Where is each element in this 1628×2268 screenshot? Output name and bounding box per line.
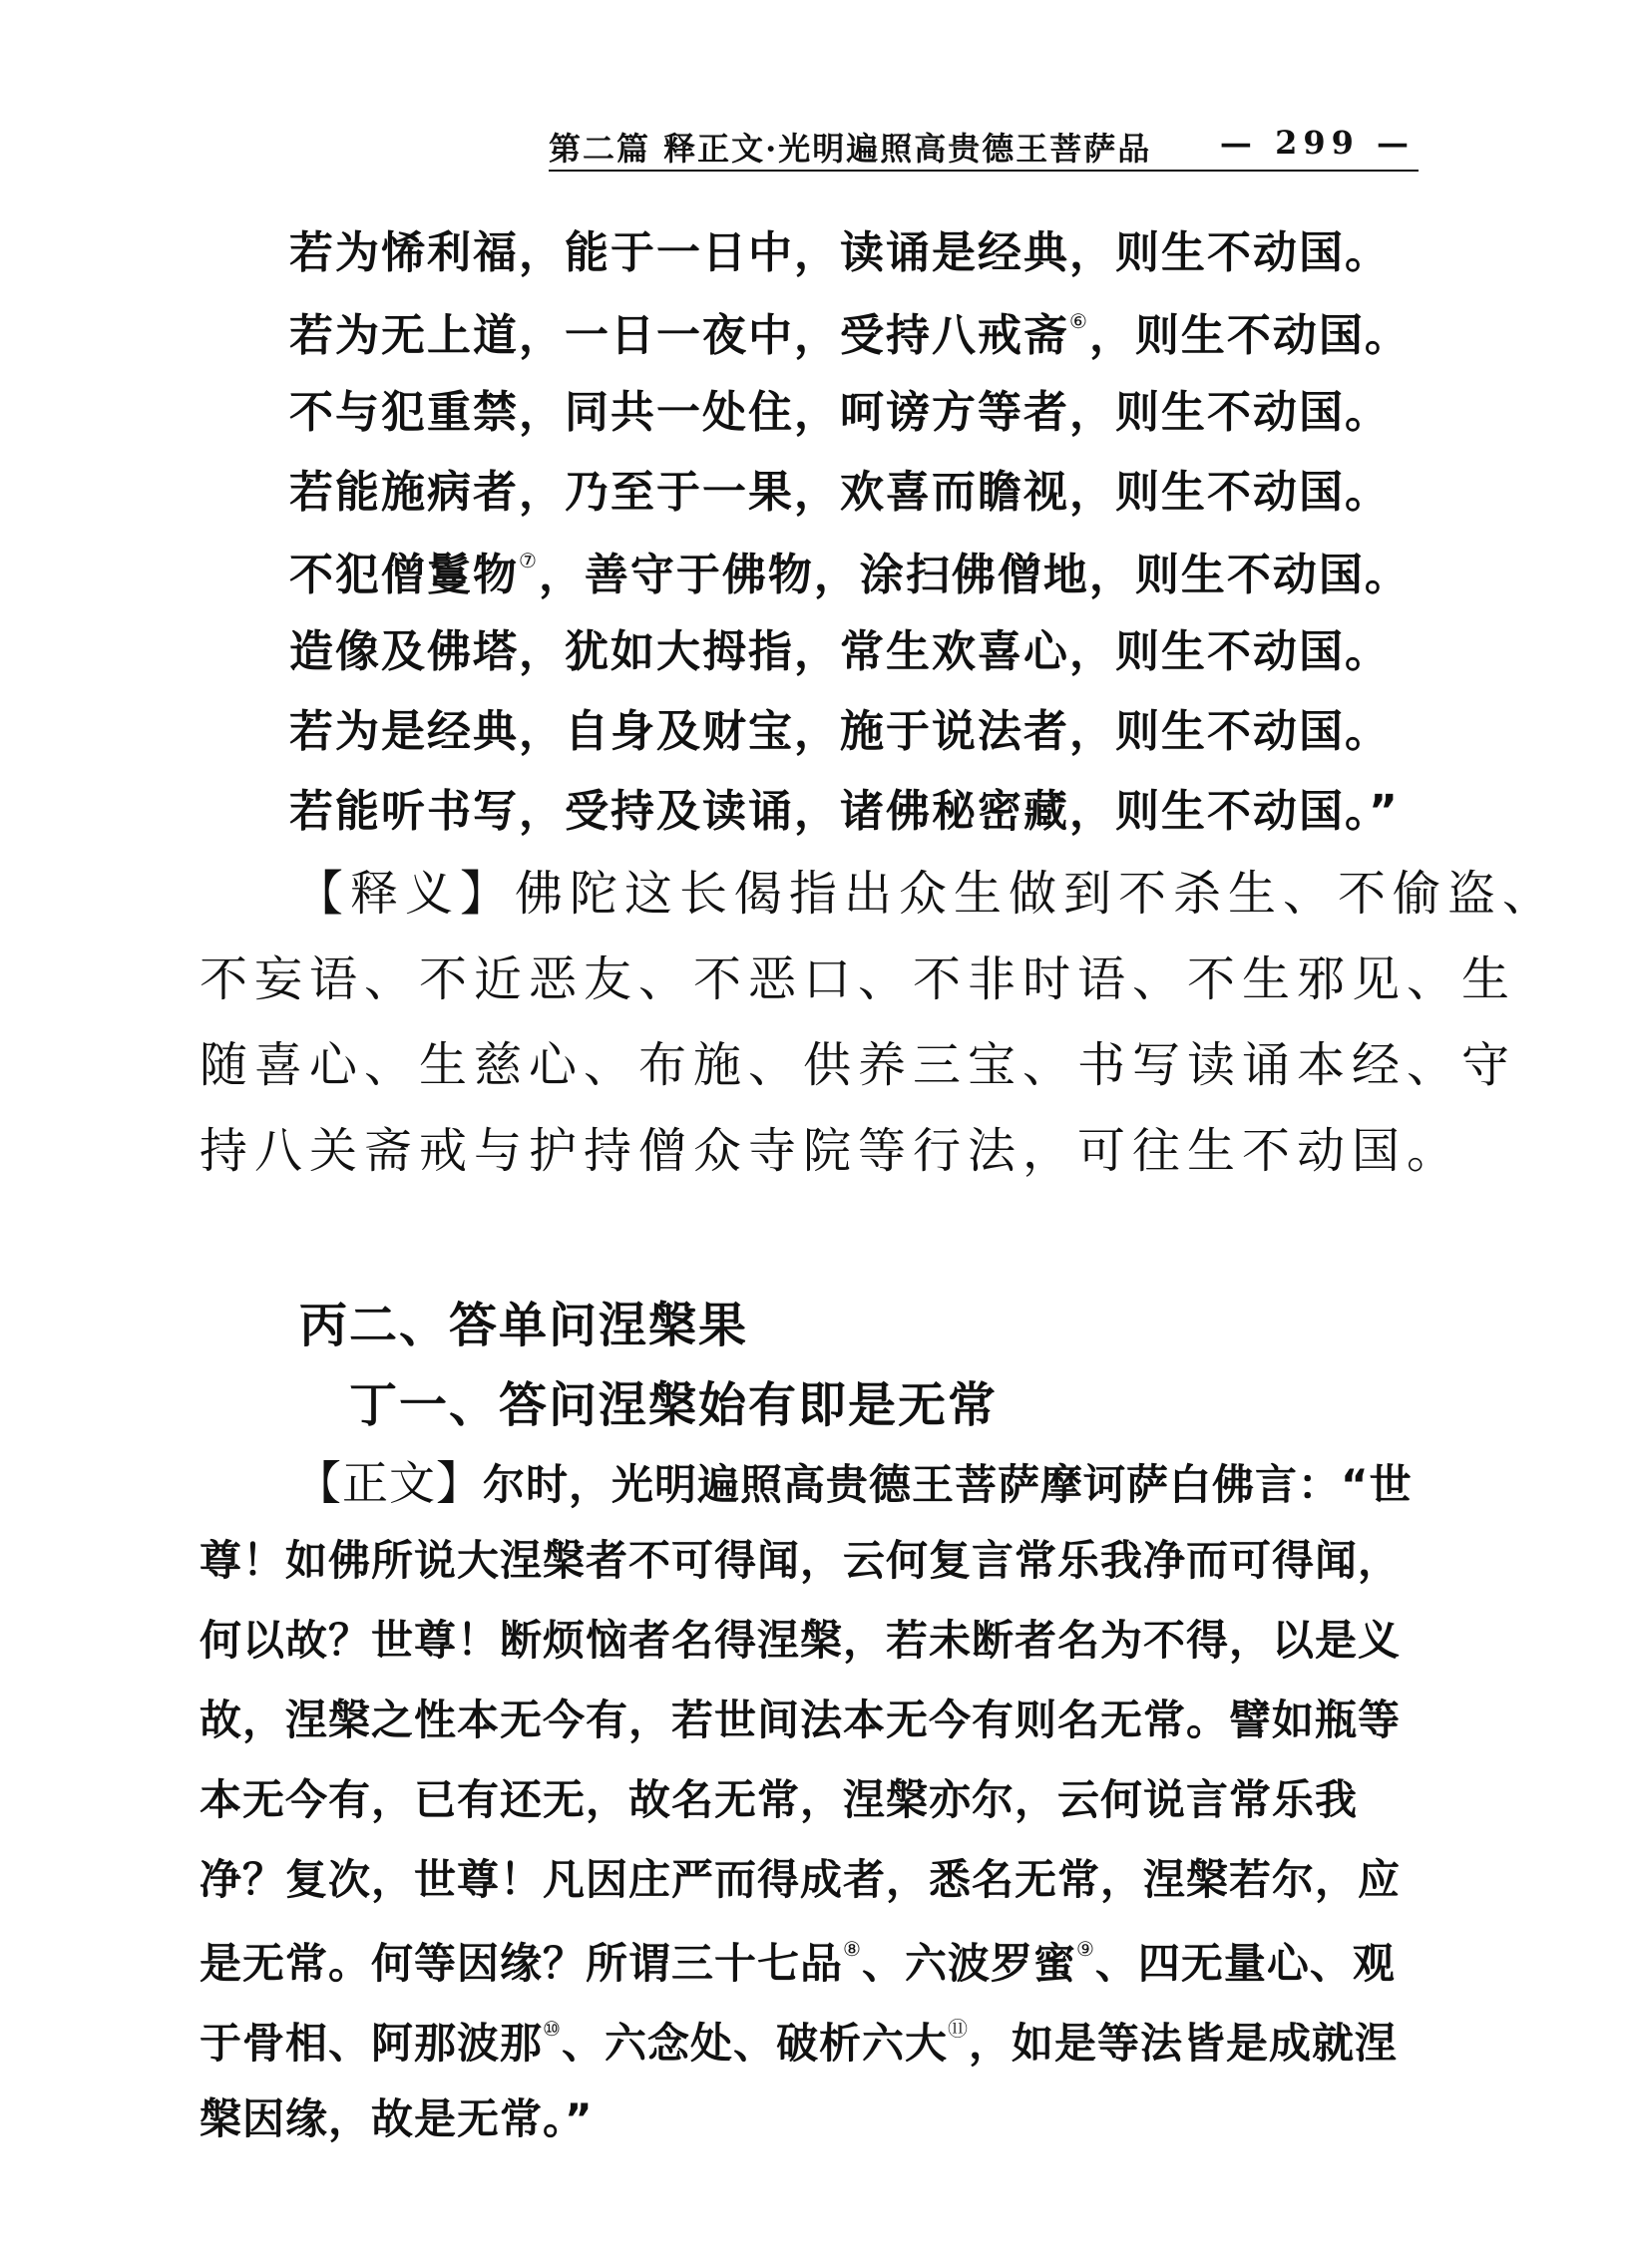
main-text-line: 故，涅槃之性本无今有，若世间法本无今有则名无常。譬如瓶等 — [200, 1696, 1402, 1744]
footnote-marker: ⑨ — [1075, 1937, 1095, 1961]
verse-line: 造像及佛塔，犹如大拇指，常生欢喜心，则生不动国。 — [289, 626, 1391, 677]
running-header — [549, 118, 1419, 172]
footnote-marker: ⑪ — [947, 2017, 969, 2041]
verse-line: 若为是经典，自身及财宝，施于说法者，则生不动国。 — [289, 706, 1391, 757]
explanation-line: 【释义】佛陀这长偈指出众生做到不杀生、不偷盗、 — [295, 866, 1558, 922]
explanation-tag: 【释义】 — [295, 866, 516, 922]
subsection-heading: 丁一、答问涅槃始有即是无常 — [349, 1377, 999, 1433]
main-text-line: 槃因缘，故是无常。” — [200, 2094, 594, 2143]
verse-line: 若能听书写，受持及读诵，诸佛秘密藏，则生不动国。” — [289, 786, 1400, 837]
footnote-marker: ⑦ — [519, 549, 539, 572]
footnote-marker: ⑥ — [1069, 309, 1089, 333]
main-text-line: 是无常。何等因缘？所谓三十七品⑧、六波罗蜜⑨、四无量心、观 — [200, 1937, 1396, 1988]
verse-line: 不与犯重禁，同共一处住，呵谤方等者，则生不动国。 — [289, 387, 1391, 438]
verse-line: 若为悕利福，能于一日中，读诵是经典，则生不动国。 — [289, 227, 1391, 278]
main-text-line: 于骨相、阿那波那⑩、六念处、破析六大⑪，如是等法皆是成就涅 — [200, 2017, 1398, 2068]
verse-line: 不犯僧鬘物⑦，善守于佛物，涂扫佛僧地，则生不动国。 — [289, 549, 1411, 600]
verse-line: 若为无上道，一日一夜中，受持八戒斋⑥，则生不动国。 — [289, 309, 1411, 361]
main-text-line: 净？复次，世尊！凡因庄严而得成者，悉名无常，涅槃若尔，应 — [200, 1855, 1402, 1904]
explanation-line: 不妄语、不近恶友、不恶口、不非时语、不生邪见、生 — [200, 951, 1517, 1007]
explanation-line: 随喜心、生慈心、布施、供养三宝、书写读诵本经、守 — [200, 1037, 1517, 1093]
footnote-marker: ⑧ — [843, 1937, 862, 1961]
explanation-line: 持八关斋戒与护持僧众寺院等行法，可往生不动国。 — [200, 1123, 1462, 1179]
main-text-tag: 【正文】 — [295, 1456, 483, 1510]
main-text-line: 【正文】尔时，光明遍照高贵德王菩萨摩诃萨白佛言：“世 — [295, 1456, 1413, 1510]
footnote-marker: ⑩ — [543, 2017, 562, 2041]
header-title: 第二篇 释正文·光明遍照高贵德王菩萨品 — [549, 130, 1152, 168]
section-heading: 丙二、答单问涅槃果 — [299, 1298, 749, 1353]
main-text-line: 尊！如佛所说大涅槃者不可得闻，云何复言常乐我净而可得闻， — [200, 1536, 1402, 1585]
main-text-line: 本无今有，已有还无，故名无常，涅槃亦尔，云何说言常乐我 — [200, 1775, 1359, 1824]
verse-line: 若能施病者，乃至于一果，欢喜而瞻视，则生不动国。 — [289, 467, 1391, 518]
page-number: — 299 — — [1219, 124, 1415, 162]
main-text-line: 何以故？世尊！断烦恼者名得涅槃，若未断者名为不得，以是义 — [200, 1616, 1402, 1665]
